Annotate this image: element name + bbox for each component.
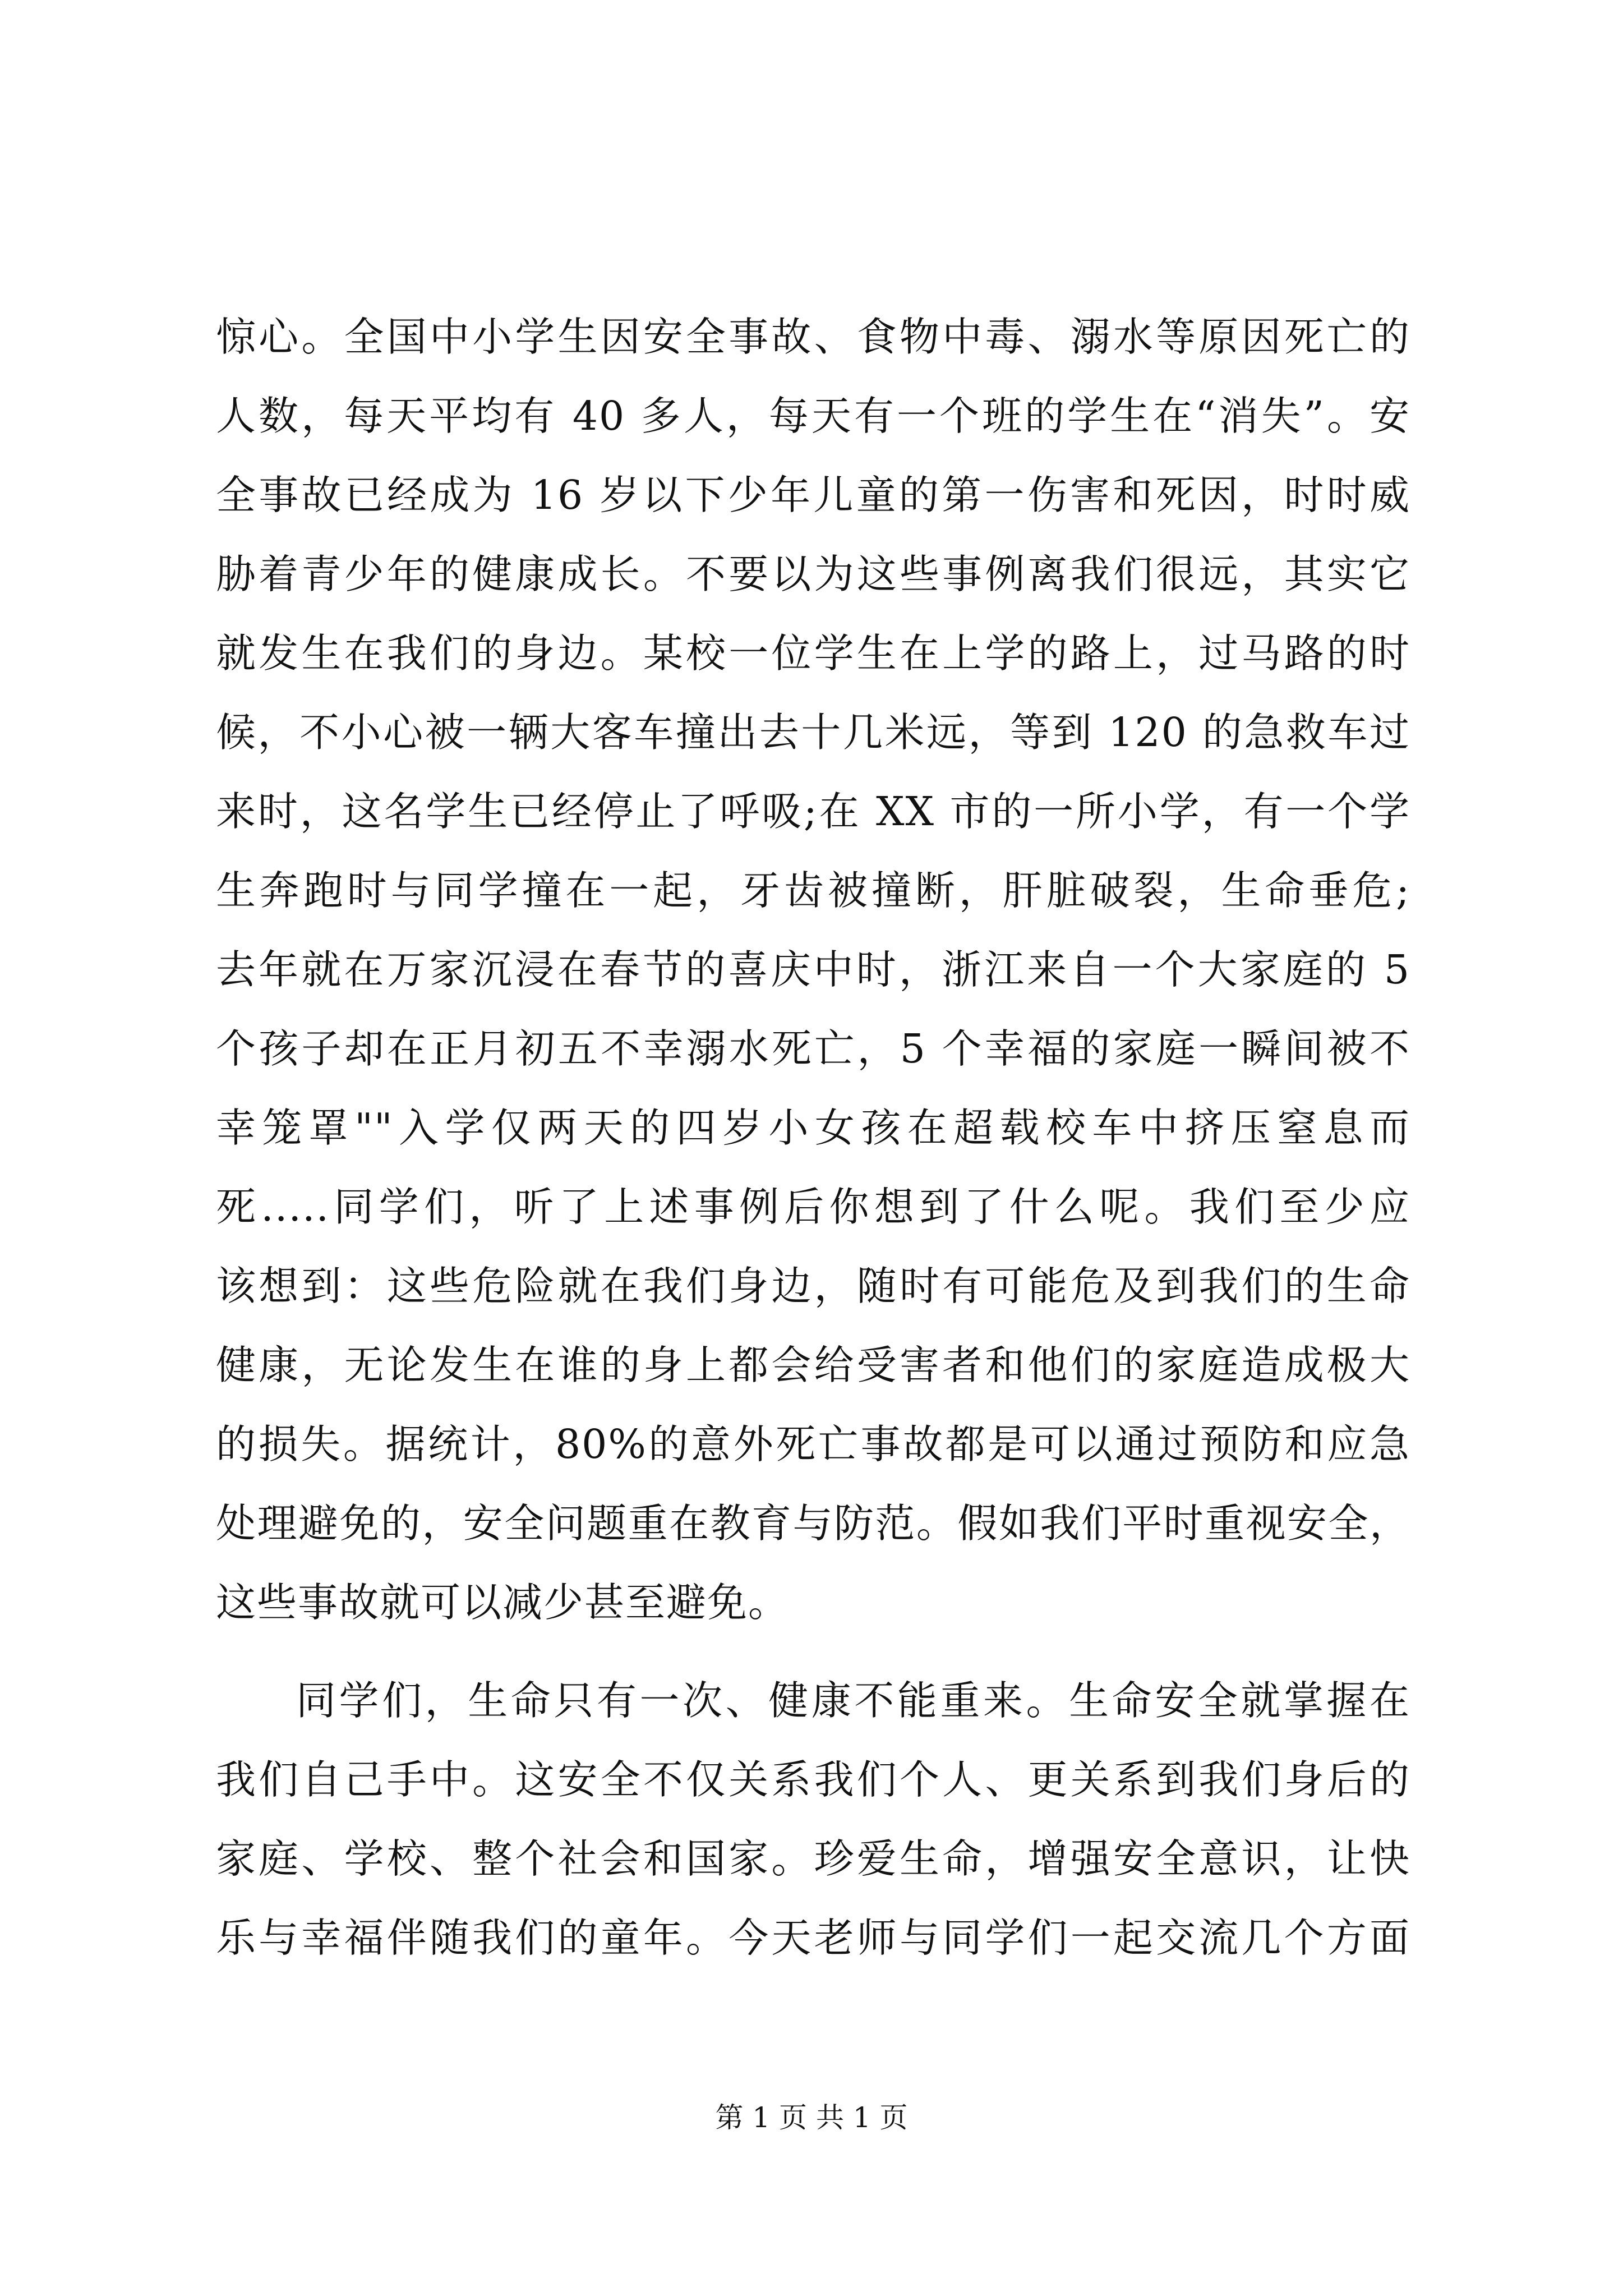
paragraph-line: 该想到：这些危险就在我们身边，随时有可能危及到我们的生命 [216, 1263, 1410, 1309]
paragraph-line: 去年就在万家沉浸在春节的喜庆中时，浙江来自一个大家庭的 5 [216, 946, 1410, 993]
paragraph-line: 家庭、学校、整个社会和国家。珍爱生命，增强安全意识，让快 [216, 1835, 1410, 1882]
document-body [216, 297, 1410, 1977]
paragraph-line: 死.....同学们，听了上述事例后你想到了什么呢。我们至少应 [216, 1184, 1410, 1230]
paragraph-line: 乐与幸福伴随我们的童年。今天老师与同学们一起交流几个方面 [216, 1915, 1410, 1961]
paragraph-line: 全事故已经成为 16 岁以下少年儿童的第一伤害和死因，时时威 [216, 472, 1410, 518]
paragraph-1 [216, 297, 1410, 1642]
paragraph-line: 健康，无论发生在谁的身上都会给受害者和他们的家庭造成极大 [216, 1342, 1410, 1388]
paragraph-line: 我们自己手中。这安全不仅关系我们个人、更关系到我们身后的 [216, 1756, 1410, 1803]
paragraph-line: 就发生在我们的身边。某校一位学生在上学的路上，过马路的时 [216, 630, 1410, 677]
paragraph-line: 这些事故就可以减少甚至避免。 [216, 1579, 790, 1626]
page-footer: 第 1 页 共 1 页 [715, 2101, 908, 2134]
paragraph-line: 幸笼罩""入学仅两天的四岁小女孩在超载校车中挤压窒息而 [216, 1105, 1410, 1151]
paragraph-line: 候，不小心被一辆大客车撞出去十几米远，等到 120 的急救车过 [216, 709, 1410, 756]
paragraph-line: 人数，每天平均有 40 多人，每天有一个班的学生在“消失”。安 [216, 393, 1410, 439]
paragraph-spacing [216, 1642, 1410, 1661]
paragraph-line: 处理避免的，安全问题重在教育与防范。假如我们平时重视安全， [216, 1500, 1410, 1547]
paragraph-line: 个孩子却在正月初五不幸溺水死亡，5 个幸福的家庭一瞬间被不 [216, 1025, 1410, 1072]
paragraph-line: 惊心。全国中小学生因安全事故、食物中毒、溺水等原因死亡的 [216, 314, 1410, 360]
paragraph-line: 同学们，生命只有一次、健康不能重来。生命安全就掌握在 [296, 1677, 1410, 1724]
paragraph-2 [216, 1661, 1410, 1977]
paragraph-line: 胁着青少年的健康成长。不要以为这些事例离我们很远，其实它 [216, 551, 1410, 597]
paragraph-line: 生奔跑时与同学撞在一起，牙齿被撞断，肝脏破裂，生命垂危; [216, 867, 1410, 914]
paragraph-line: 来时，这名学生已经停止了呼吸;在 XX 市的一所小学，有一个学 [216, 788, 1410, 835]
paragraph-line: 的损失。据统计，80%的意外死亡事故都是可以通过预防和应急 [216, 1421, 1410, 1467]
